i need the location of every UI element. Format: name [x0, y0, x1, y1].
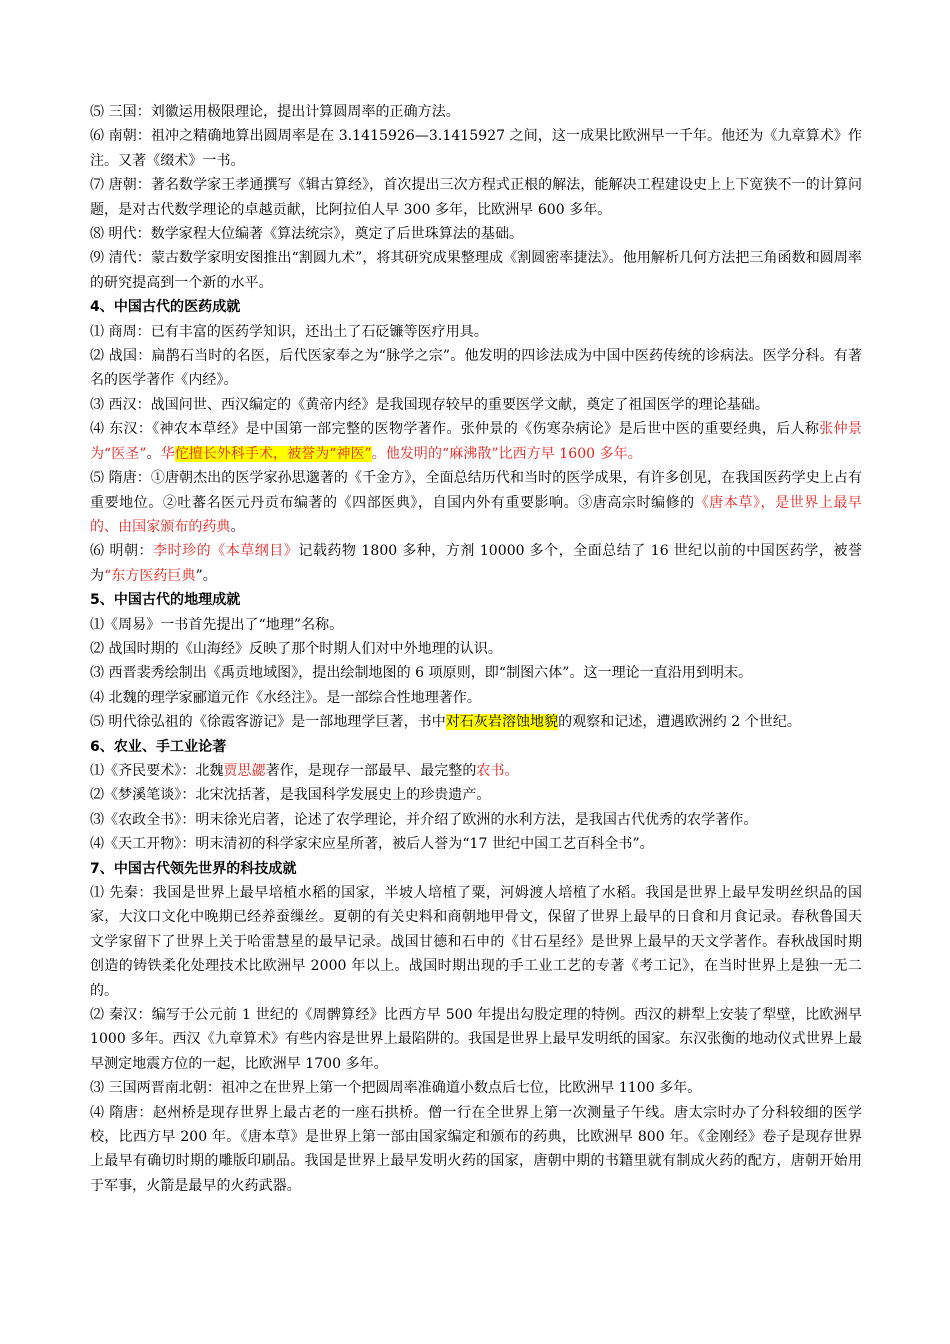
text-run: ⑵ 战国时期的《山海经》反映了那个时期人们对中外地理的认识。 [90, 640, 502, 657]
emphasis-text: 农书。 [476, 762, 519, 779]
text-run: 。 [230, 518, 245, 535]
list-item [90, 613, 862, 637]
list-item [90, 466, 862, 539]
text-run: ⑵ 秦汉：编写于公元前 1 世纪的《周髀算经》比西方早 500 年提出勾股定理的特例。西汉的耕犁上安装了犁壁，比欧洲早 1000 多年。西汉《九章算术》有些内容是世界上最陷阱的。我国是世界上最早发明纸的国家。东汉张衡的地动仪式世界上最早测定地震方位的一起，比欧洲早 1700 多年。 [90, 1007, 862, 1072]
list-item [90, 808, 862, 832]
text-run: ⑶ 三国两晋南北朝：祖冲之在世界上第一个把圆周率准确道小数点后七位，比欧洲早 1100 多年。 [90, 1080, 702, 1097]
list-item [90, 783, 862, 807]
text-run: ⑸ 明代徐弘祖的《徐霞客游记》是一部地理学巨著，书中 [90, 714, 446, 731]
list-item [90, 881, 862, 1003]
text-run: ⑶ 西晋裴秀绘制出《禹贡地域图》，提出绘制地图的 6 项原则，即“制图六体”。这一理论一直沿用到明末。 [90, 665, 753, 682]
list-item [90, 417, 862, 466]
list-item [90, 222, 862, 246]
text-run: ⑷ 东汉：《神农本草经》是中国第一部完整的医物学著作。张仲景的《伤寒杂病论》是后世中医的重要经典，后人称 [90, 421, 820, 438]
text-run: 著作，是现存一部最早、最完整的 [265, 762, 477, 779]
list-item [90, 686, 862, 710]
text-run: 的观察和记述，遭遇欧洲约 2 个世纪。 [558, 714, 801, 731]
text-run: ⑹ 明朝： [90, 543, 154, 560]
list-item [90, 1003, 862, 1076]
list-item [90, 320, 862, 344]
text-run: ⑺ 唐朝：著名数学家王孝通撰写《辑古算经》，首次提出三次方程式正根的解法，能解决工程建设史上上下宽狭不一的计算问题，是对古代数学理论的卓越贡献，比阿拉伯人早 300 多年，比欧洲早 600 多年。 [90, 177, 862, 218]
list-item [90, 344, 862, 393]
section-heading: 4、中国古代的医药成就 [90, 299, 241, 316]
list-item [90, 1076, 862, 1100]
text-run: ⑴ 先秦：我国是世界上最早培植水稻的国家，半坡人培植了粟，河姆渡人培植了水稻。我国是世界上最早发明丝织品的国家，大汶口文化中晚期已经养蚕缫丝。夏朝的有关史料和商朝地甲骨文，保留了世界上最早的日食和月食记录。春秋鲁国天文学家留下了世界上关于哈雷慧星的最早记录。战国甘德和石申的《甘石星经》是世界上最早的天文学著作。春秋战国时期创造的铸铁柔化处理技术比欧洲早 2000 年以上。战国时期出现的手工业工艺的专著《考工记》，在当时世界上是独一无二的。 [90, 885, 862, 999]
list-item [90, 759, 862, 783]
text-run: ⑴《周易》一书首先提出了“地理”名称。 [90, 616, 344, 633]
text-run: ⑸ 隋唐：①唐朝杰出的医学家孙思邈著的《千金方》，全面总结历代和当时的医学成果，有许多创见，在我国医药学史上占有重要地位。②吐蕃名医元丹贡布编著的《四部医典》，自国内外有重要影响。③唐高宗时编修的 [90, 470, 862, 511]
text-run: ⑷ 北魏的理学家郦道元作《水经注》。是一部综合性地理著作。 [90, 689, 481, 706]
text-run: 。 [146, 445, 161, 462]
text-run: ⑻ 明代：数学家程大位编著《算法统宗》，奠定了后世珠算法的基础。 [90, 226, 524, 243]
emphasis-text: 贾思勰 [223, 762, 266, 779]
list-item [90, 710, 862, 734]
text-run: ⑵ 战国：扁鹊石当时的名医，后代医家奉之为“脉学之宗”。他发明的四诊法成为中国中医药传统的诊病法。医学分科。有著名的医学著作《内经》。 [90, 348, 862, 389]
list-item [90, 832, 862, 856]
emphasis-text: 。他发明的“麻沸散”比西方早 1600 多年。 [371, 445, 642, 462]
text-run: ⑷ 隋唐：赵州桥是现存世界上最古老的一座石拱桥。僧一行在全世界上第一次测量子午线。唐太宗时办了分科较细的医学校，比西方早 200 年。《唐本草》是世界上第一部由国家编定和颁布的药典，比欧洲早 800 年。《金刚经》卷子是现存世界上最早有确切时期的雕版印刷品。我国是世界上最早发明火药的国家，唐朝中期的书籍里就有制成火药的配方，唐朝开始用于军事，火箭是最早的火药武器。 [90, 1104, 862, 1194]
emphasis-text: 华 [160, 445, 175, 462]
list-item [90, 1101, 862, 1199]
list-item [90, 100, 862, 124]
list-item [90, 173, 862, 222]
text-run: ⑸ 三国：刘徽运用极限理论，提出计算圆周率的正确方法。 [90, 104, 460, 120]
section-heading: 6、农业、手工业论著 [90, 738, 227, 755]
list-item [90, 393, 862, 417]
text-run: ⑶ 西汉：战国问世、西汉编定的《黄帝内经》是我国现存较早的重要医学文献，奠定了祖国医学的理论基础。 [90, 396, 769, 413]
text-run: ⑶《农政全书》：明末徐光启著，论述了农学理论，并介绍了欧洲的水利方法，是我国古代优秀的农学著作。 [90, 811, 758, 828]
text-run: 记载药物 1800 多种，方剂 10000 多个，全面总结了 16 世纪以前的中国医药学，被誉为 [90, 543, 863, 584]
text-run: ”。 [195, 567, 217, 584]
list-item [90, 637, 862, 661]
text-run: ⑼ 清代：蒙古数学家明安图推出“割圆九术”，将其研究成果整理成《割圆密率捷法》。他用解析几何方法把三角函数和圆周率的研究提高到一个新的水平。 [90, 250, 862, 291]
section-heading: 5、中国古代的地理成就 [90, 592, 241, 609]
section-heading: 7、中国古代领先世界的科技成就 [90, 860, 297, 877]
list-item [90, 246, 862, 295]
text-run: ⑹ 南朝：祖冲之精确地算出圆周率是在 3.1415926—3.1415927 之间，这一成果比欧洲早一千年。他还为《九章算术》作注。又著《缀术》一书。 [90, 128, 862, 169]
emphasis-text: 张仲景为“医圣” [90, 421, 863, 462]
text-run: ⑷《天工开物》：明末清初的科学家宋应星所著，被后人誉为“17 世纪中国工艺百科全书”。 [90, 836, 654, 853]
text-run: ⑵《梦溪笔谈》：北宋沈括著，是我国科学发展史上的珍贵遗产。 [90, 787, 491, 804]
emphasis-text: 《唐本草》，是世界上最早的、由国家颁布的药典 [90, 494, 862, 535]
emphasis-text: 对石灰岩溶蚀地貌 [445, 714, 559, 731]
list-item [90, 661, 862, 685]
emphasis-text: 佗擅长外科手术，被誉为“神医” [174, 445, 372, 462]
document-body [90, 100, 862, 1198]
list-item [90, 124, 862, 173]
emphasis-text: “东方医药巨典 [104, 567, 196, 584]
text-run: ⑴ 商周：已有丰富的医药学知识，还出土了石砭镰等医疗用具。 [90, 323, 488, 340]
list-item [90, 539, 862, 588]
text-run: ⑴《齐民要术》：北魏 [90, 762, 224, 779]
emphasis-text: 李时珍的《本草纲目》 [153, 543, 299, 560]
